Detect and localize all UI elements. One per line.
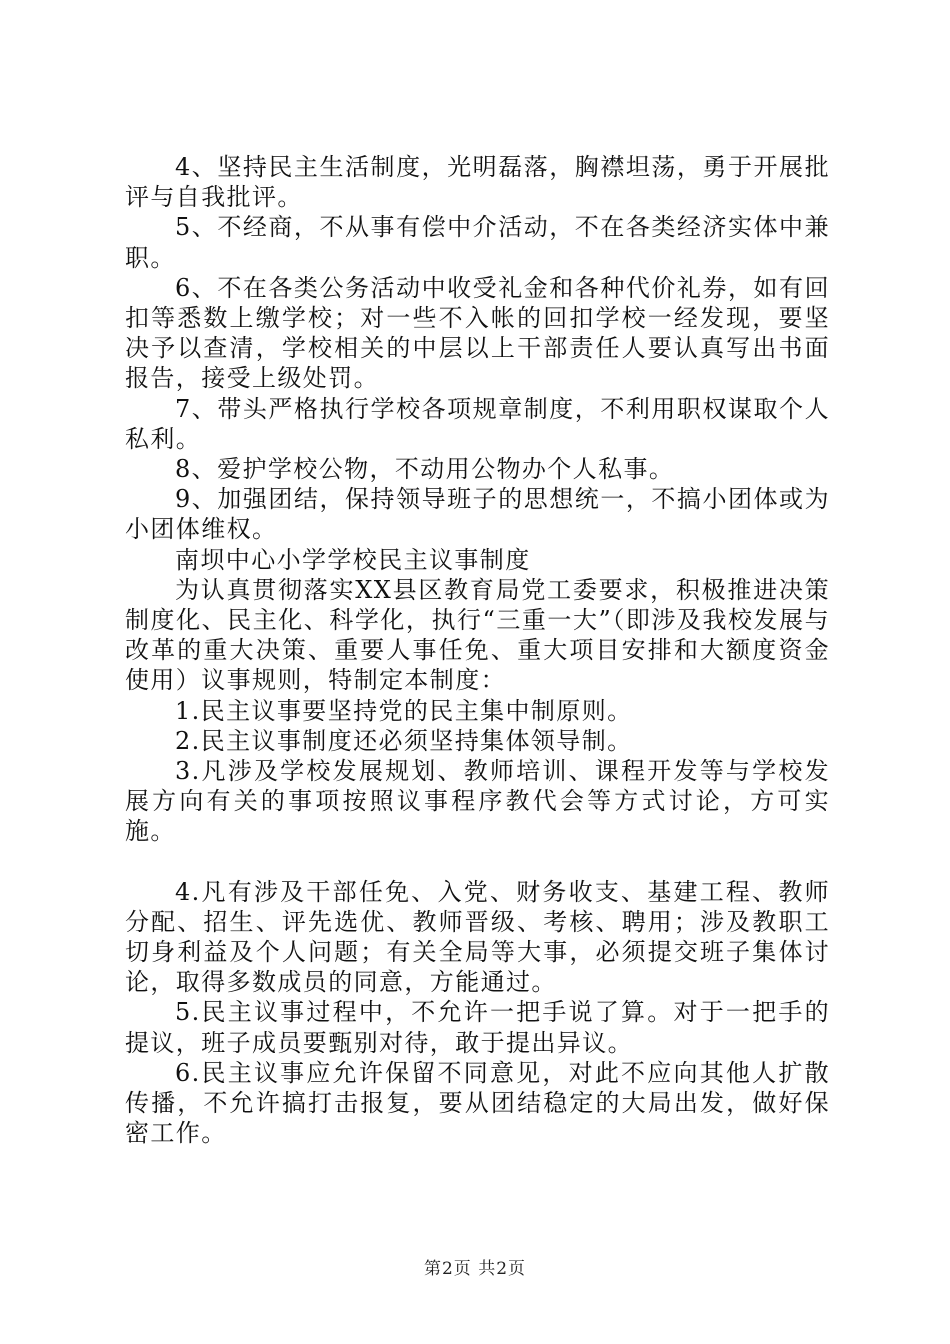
paragraph: 9、加强团结，保持领导班子的思想统一，不搞小团体或为小团体维权。 [125,485,830,544]
paragraph: 6.民主议事应允许保留不同意见，对此不应向其他人扩散传播，不允许搞打击报复，要从团结稳定的大局出发，做好保密工作。 [125,1058,830,1148]
paragraph: 2.民主议事制度还必须坚持集体领导制。 [175,726,633,755]
paragraph: 4、坚持民主生活制度，光明磊落，胸襟坦荡，勇于开展批评与自我批评。 [125,153,830,212]
paragraph: 7、带头严格执行学校各项规章制度，不利用职权谋取个人私利。 [125,394,830,453]
page-number-footer: 第2页 共2页 [423,1259,527,1279]
paragraph: 6、不在各类公务活动中收受礼金和各种代价礼券，如有回扣等悉数上缴学校；对一些不入帐的回扣学校一经发现，要坚决予以查清，学校相关的中层以上干部责任人要认真写出书面报告，接受上级处罚。 [125,273,830,393]
paragraph: 8、爱护学校公物，不动用公物办个人私事。 [175,455,675,484]
document-body [125,152,830,1149]
section-title: 南坝中心小学学校民主议事制度 [175,545,531,574]
paragraph: 4.凡有涉及干部任免、入党、财务收支、基建工程、教师分配、招生、评先选优、教师晋级、考核、聘用；涉及教职工切身利益及个人问题；有关全局等大事，必须提交班子集体讨论，取得多数成员的同意，方能通过。 [125,877,830,997]
paragraph: 1.民主议事要坚持党的民主集中制原则。 [175,696,633,725]
paragraph: 为认真贯彻落实XX县区教育局党工委要求，积极推进决策制度化、民主化、科学化，执行“三重一大”（即涉及我校发展与改革的重大决策、重要人事任免、重大项目安排和大额度资金使用）议事规则，特制定本制度： [125,575,830,695]
paragraph: 3.凡涉及学校发展规划、教师培训、课程开发等与学校发展方向有关的事项按照议事程序教代会等方式讨论，方可实施。 [125,757,830,846]
paragraph: 5、不经商，不从事有偿中介活动，不在各类经济实体中兼职。 [125,213,830,272]
blank-line [125,847,830,877]
paragraph: 5.民主议事过程中，不允许一把手说了算。对于一把手的提议，班子成员要甄别对待，敢于提出异议。 [125,998,830,1057]
